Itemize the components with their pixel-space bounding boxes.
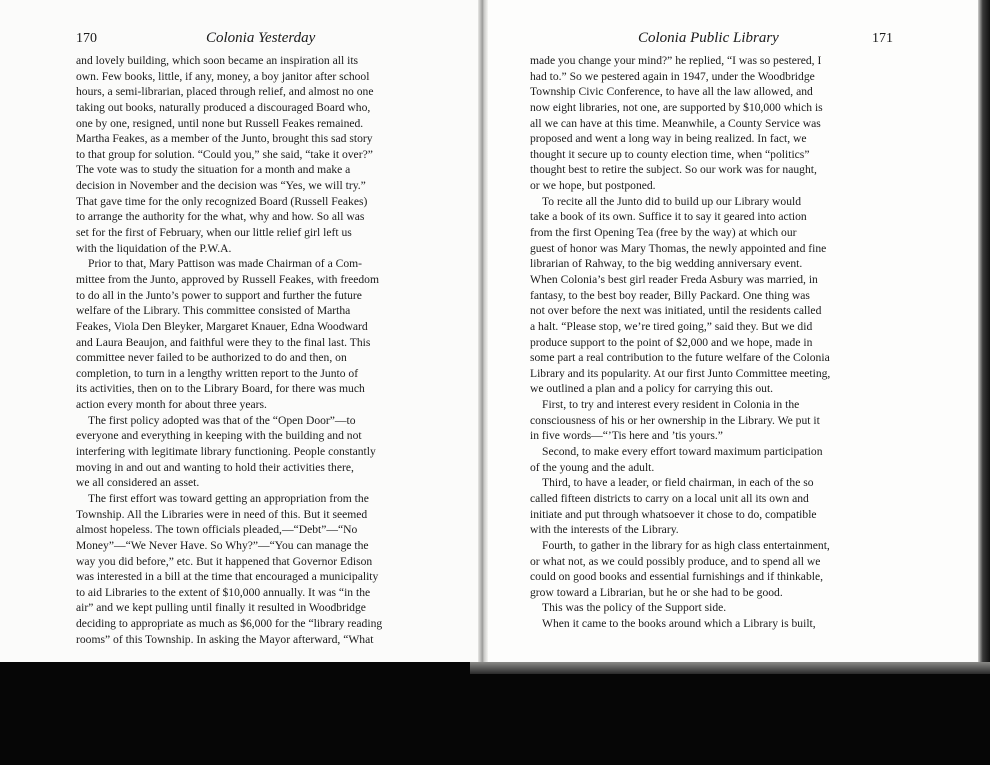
text-line: and Laura Beaujon, and faithful were they to the final last. This <box>76 335 371 349</box>
text-line: librarian of Rahway, to the big wedding anniversary event. <box>530 257 803 271</box>
text-line: proposed and went a long way in being realized. In fact, we <box>530 132 807 146</box>
text-line: The first policy adopted was that of the “Open Door”—to <box>88 413 356 427</box>
text-line: to aid Libraries to the extent of $10,000 annually. It was “in the <box>76 585 371 599</box>
text-line: committee never failed to be authorized to do and then, on <box>76 351 347 365</box>
text-line: to that group for solution. “Could you,” she said, “take it over?” <box>76 147 373 161</box>
text-line: hours, a semi-librarian, placed through relief, and almost no one <box>76 85 374 99</box>
text-line: rooms” of this Township. In asking the Mayor afterward, “What <box>76 632 374 646</box>
left-page-body <box>76 53 438 647</box>
text-line: First, to try and interest every resident in Colonia in the <box>542 398 800 412</box>
text-line: from the first Opening Tea (free by the way) at which our <box>530 226 797 240</box>
book-gutter <box>478 0 488 668</box>
text-line: Second, to make every effort toward maximum participation <box>542 445 823 459</box>
text-line: mittee from the Junto, approved by Russell Feakes, with freedom <box>76 272 379 286</box>
text-line: to arrange the authority for the what, why and how. So all was <box>76 210 365 224</box>
left-running-head: Colonia Yesterday <box>206 30 316 46</box>
text-line: Martha Feakes, as a member of the Junto, brought this sad story <box>76 132 373 146</box>
text-line: own. Few books, little, if any, money, a boy janitor after school <box>76 69 370 83</box>
page-edge-shadow <box>978 0 990 668</box>
text-line: all we can have at this time. Meanwhile, a County Service was <box>530 116 821 130</box>
text-line: one by one, resigned, until none but Russell Feakes remained. <box>76 116 364 130</box>
text-line: initiate and put through whatsoever it chose to do, compatible <box>530 507 817 521</box>
text-line: set for the first of February, when our little relief girl left us <box>76 226 352 240</box>
text-line: That gave time for the only recognized Board (Russell Feakes) <box>76 194 368 208</box>
text-line: Township Civic Conference, to have all the law allowed, and <box>530 85 813 99</box>
text-line: way you did before,” etc. But it happened that Governor Edison <box>76 554 373 568</box>
left-page-number: 170 <box>76 31 97 46</box>
text-line: called fifteen districts to carry on a local unit all its own and <box>530 491 809 505</box>
text-line: deciding to appropriate as much as $6,000 for the “library reading <box>76 617 383 631</box>
text-line: and lovely building, which soon became an inspiration all its <box>76 54 359 67</box>
text-line: The first effort was toward getting an appropriation from the <box>88 491 369 505</box>
text-line: consciousness of his or her ownership in the Library. We put it <box>530 413 820 427</box>
text-line: some part a real contribution to the future welfare of the Colonia <box>530 351 830 365</box>
text-line: action every month for about three years. <box>76 398 267 412</box>
text-line: Feakes, Viola Den Bleyker, Margaret Knauer, Edna Woodward <box>76 319 368 333</box>
text-line: taking out books, naturally produced a discouraged Board who, <box>76 100 371 114</box>
text-line: take a book of its own. Suffice it to say it geared into action <box>530 210 807 224</box>
text-line: was interested in a bill at the time that encouraged a municipality <box>76 570 379 584</box>
text-line: we all considered an asset. <box>76 476 200 490</box>
text-line: made you change your mind?” he replied, “I was so pestered, I <box>530 54 822 67</box>
text-line: guest of honor was Mary Thomas, the newly appointed and fine <box>530 241 827 255</box>
text-line: Township. All the Libraries were in need of this. But it seemed <box>76 507 368 521</box>
text-line: had to.” So we pestered again in 1947, under the Woodbridge <box>530 69 815 83</box>
text-line: with the interests of the Library. <box>530 523 679 537</box>
text-line: To recite all the Junto did to build up our Library would <box>542 194 802 208</box>
text-line: everyone and everything in keeping with the building and not <box>76 429 362 443</box>
text-line: with the liquidation of the P.W.A. <box>76 241 232 255</box>
text-line: Prior to that, Mary Pattison was made Chairman of a Com- <box>88 257 363 271</box>
text-line: interfering with legitimate library functioning. People constantly <box>76 445 376 459</box>
right-page-number: 171 <box>872 31 893 46</box>
text-line: to do all in the Junto’s power to support and further the future <box>76 288 362 302</box>
text-line: fantasy, to the best boy reader, Billy Packard. One thing was <box>530 288 810 302</box>
right-page-body <box>530 53 892 632</box>
left-page <box>0 0 482 668</box>
text-line: we outlined a plan and a policy for carrying this out. <box>530 382 774 396</box>
text-line: not over before the next was initiated, until the residents called <box>530 304 822 318</box>
text-line: could on good books and essential furnishings and if thinkable, <box>530 570 824 584</box>
text-line: now eight libraries, not one, are supported by $10,000 which is <box>530 100 823 114</box>
text-line: or we hope, but postponed. <box>530 179 656 193</box>
text-line: a halt. “Please stop, we’re tired going,” said they. But we did <box>530 319 813 333</box>
text-line: in five words—“’Tis here and ’tis yours.” <box>530 429 723 443</box>
text-line: or what not, as we could possibly produce, and to spend all we <box>530 554 821 568</box>
text-line: Money”—“We Never Have. So Why?”—“You can manage the <box>76 538 369 552</box>
text-line: This was the policy of the Support side. <box>542 601 727 615</box>
scan-background <box>0 662 990 765</box>
text-line: air” and we kept pulling until finally it resulted in Woodbridge <box>76 601 366 615</box>
text-line: completion, to turn in a lengthy written report to the Junto of <box>76 366 359 380</box>
text-line: decision in November and the decision was “Yes, we will try.” <box>76 179 366 193</box>
text-line: Third, to have a leader, or field chairman, in each of the so <box>542 476 814 490</box>
text-line: of the young and the adult. <box>530 460 655 474</box>
text-line: The vote was to study the situation for a month and make a <box>76 163 351 177</box>
right-running-head: Colonia Public Library <box>638 30 779 46</box>
text-line: grow toward a Librarian, but he or she had to be good. <box>530 585 783 599</box>
text-line: Library and its popularity. At our first Junto Committee meeting, <box>530 366 831 380</box>
text-line: produce support to the point of $2,000 and we hope, made in <box>530 335 813 349</box>
text-line: moving in and out and wanting to hold their activities there, <box>76 460 354 474</box>
text-line: Fourth, to gather in the library for as high class entertainment, <box>542 538 830 552</box>
text-line: When it came to the books around which a Library is built, <box>542 617 816 631</box>
text-line: welfare of the Library. This committee consisted of Martha <box>76 304 351 318</box>
text-line: thought it secure up to county election time, when “politics” <box>530 147 810 161</box>
text-line: its activities, then on to the Library Board, for there was much <box>76 382 365 396</box>
text-line: When Colonia’s best girl reader Freda Asbury was married, in <box>530 272 818 286</box>
text-line: thought best to retire the subject. So our work was for naught, <box>530 163 817 177</box>
text-line: almost hopeless. The town officials pleaded,—“Debt”—“No <box>76 523 358 537</box>
